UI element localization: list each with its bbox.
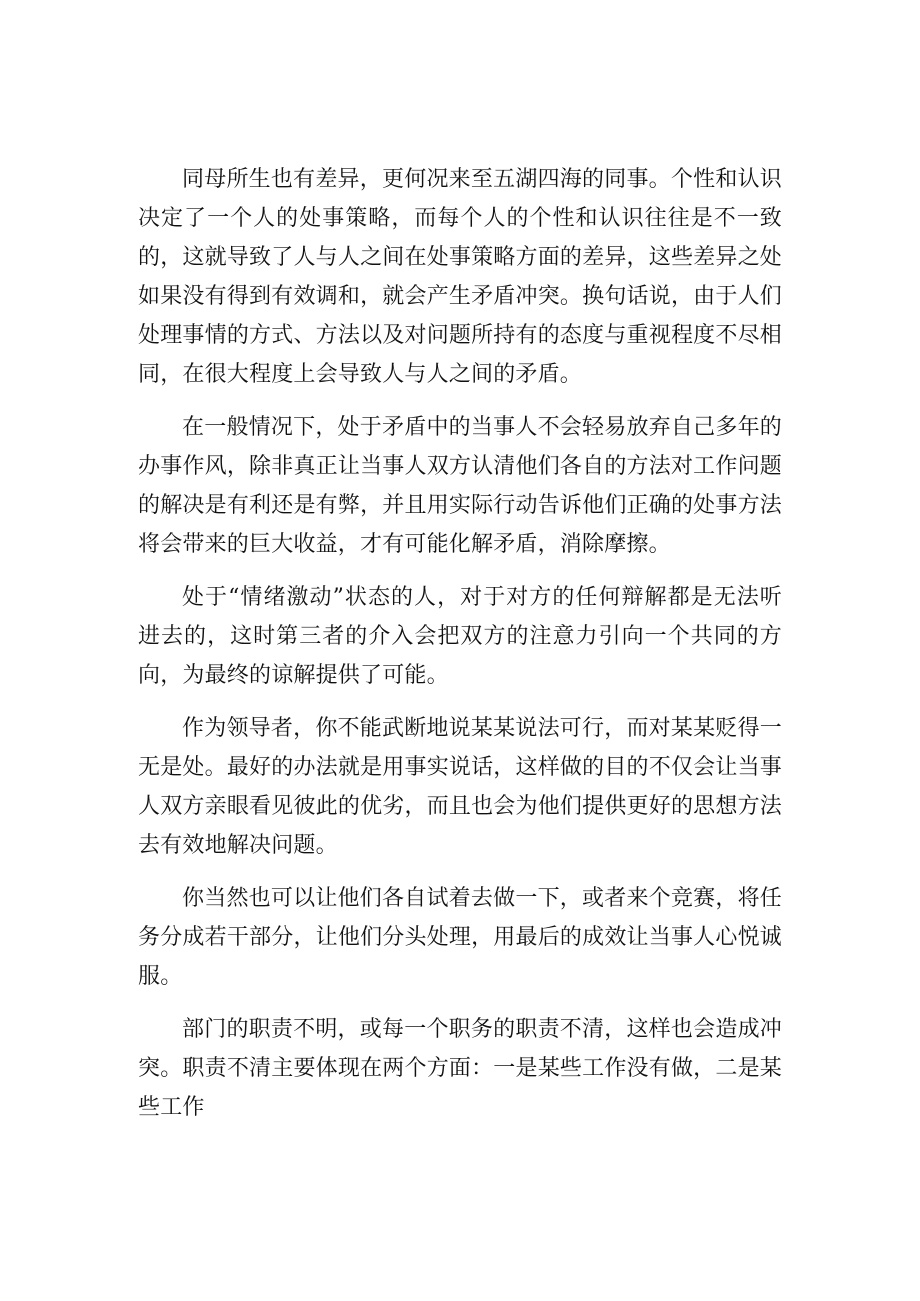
paragraph-5: 你当然也可以让他们各自试着去做一下，或者来个竞赛，将任务分成若干部分，让他们分头处理，用最后的成效让当事人心悦诚服。: [138, 886, 782, 989]
paragraph-3: 处于“情绪激动”状态的人，对于对方的任何辩解都是无法听进去的，这时第三者的介入会把双方的注意力引向一个共同的方向，为最终的谅解提供了可能。: [138, 585, 782, 688]
paragraph-2: 在一般情况下，处于矛盾中的当事人不会轻易放弃自己多年的办事作风，除非真正让当事人双方认清他们各自的方法对工作问题的解决是有利还是有弊，并且用实际行动告诉他们正确的处事方法将会带来的巨大收益，才有可能化解矛盾，消除摩擦。: [138, 415, 782, 557]
paragraph-1: 同母所生也有差异，更何况来至五湖四海的同事。个性和认识决定了一个人的处事策略，而每个人的个性和认识往往是不一致的，这就导致了人与人之间在处事策略方面的差异，这些差异之处如果没有得到有效调和，就会产生矛盾冲突。换句话说，由于人们处理事情的方式、方法以及对问题所持有的态度与重视程度不尽相同，在很大程度上会导致人与人之间的矛盾。: [138, 167, 782, 387]
paragraph-4: 作为领导者，你不能武断地说某某说法可行，而对某某贬得一无是处。最好的办法就是用事实说话，这样做的目的不仅会让当事人双方亲眼看见彼此的优劣，而且也会为他们提供更好的思想方法去有效地解决问题。: [138, 716, 782, 858]
document-body: [138, 160, 782, 1141]
paragraph-6: 部门的职责不明，或每一个职务的职责不清，这样也会造成冲突。职责不清主要体现在两个方面：一是某些工作没有做，二是某些工作: [138, 1017, 782, 1120]
